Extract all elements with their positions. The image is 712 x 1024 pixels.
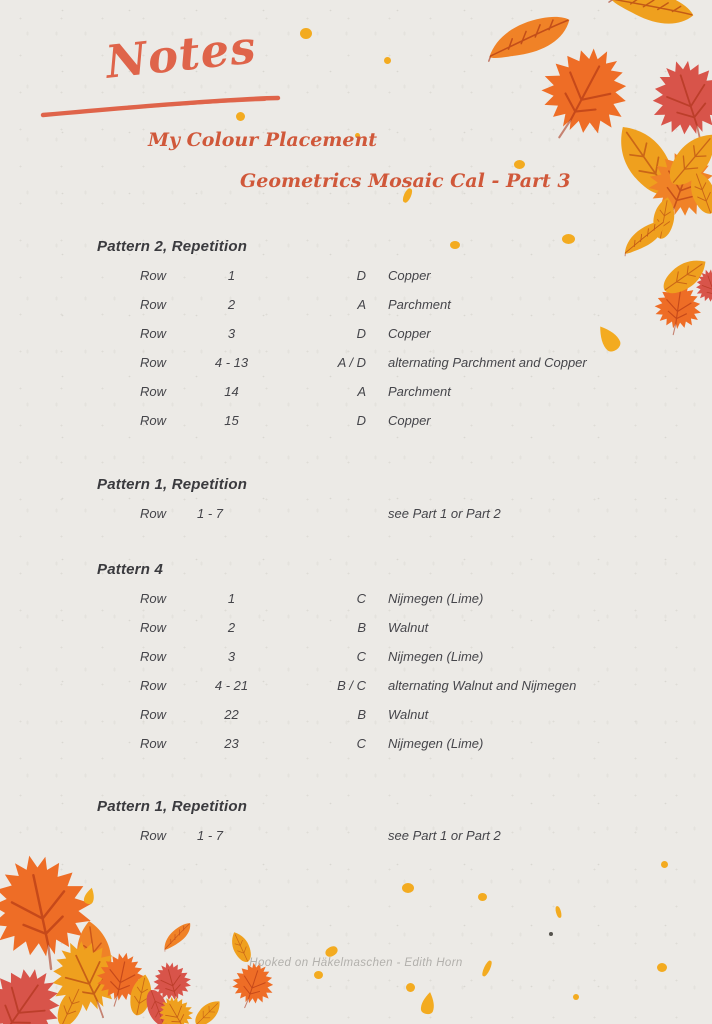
colour-letter: D: [356, 268, 366, 283]
row-number: 1: [227, 591, 236, 606]
speck-icon: [314, 971, 323, 979]
speck-icon: [573, 994, 579, 1000]
colour-name: see Part 1 or Part 2: [388, 828, 501, 843]
colour-letter: B / C: [337, 678, 366, 693]
subtitle-cal-part: Geometrics Mosaic Cal - Part 3: [240, 170, 571, 192]
section-pattern-4: [97, 561, 677, 758]
row-number: 1: [227, 268, 236, 283]
row-label: Row: [140, 297, 167, 312]
colour-name: Nijmegen (Lime): [388, 591, 484, 606]
row-label: Row: [140, 268, 167, 283]
colour-letter: B: [357, 620, 366, 635]
row-number: 1 - 7: [197, 506, 224, 521]
colour-name: Walnut: [388, 620, 429, 635]
section-heading: Pattern 4: [97, 561, 163, 578]
subtitle-colour-placement: My Colour Placement: [148, 129, 378, 151]
table-row: [97, 261, 677, 290]
row-label: Row: [140, 355, 167, 370]
speck-icon: [300, 28, 312, 39]
section-pattern-2: [97, 238, 677, 435]
colour-letter: C: [356, 736, 366, 751]
colour-name: Nijmegen (Lime): [388, 736, 484, 751]
table-row: [97, 700, 677, 729]
rows-table: [97, 261, 677, 435]
table-row: [97, 671, 677, 700]
table-row: [97, 319, 677, 348]
table-row: [97, 613, 677, 642]
table-row: [97, 729, 677, 758]
colour-name: Copper: [388, 326, 431, 341]
colour-letter: D: [356, 413, 366, 428]
row-number: 22: [224, 707, 239, 722]
table-row: [97, 290, 677, 319]
speck-icon: [402, 883, 414, 893]
colour-name: Parchment: [388, 384, 451, 399]
row-label: Row: [140, 326, 167, 341]
colour-letter: A / D: [337, 355, 366, 370]
speck-icon: [514, 160, 525, 169]
speck-icon: [406, 983, 415, 992]
rows-table: [97, 821, 677, 850]
underline-stroke-icon: [40, 92, 284, 120]
section-heading: Pattern 1, Repetition: [97, 476, 248, 493]
rows-table: [97, 584, 677, 758]
table-row: [97, 584, 677, 613]
row-number: 1 - 7: [197, 828, 224, 843]
speck-icon: [555, 906, 563, 919]
table-row: [97, 348, 677, 377]
row-label: Row: [140, 828, 167, 843]
speck-icon: [661, 861, 668, 868]
table-row: [97, 377, 677, 406]
row-label: Row: [140, 384, 167, 399]
row-label: Row: [140, 736, 167, 751]
speck-icon: [384, 57, 391, 64]
colour-letter: A: [357, 384, 366, 399]
speck-icon: [478, 893, 487, 901]
row-label: Row: [140, 413, 167, 428]
colour-name: alternating Parchment and Copper: [388, 355, 587, 370]
colour-name: Walnut: [388, 707, 429, 722]
colour-letter: C: [356, 591, 366, 606]
table-row: [97, 406, 677, 435]
row-number: 23: [224, 736, 239, 751]
row-label: Row: [140, 506, 167, 521]
row-label: Row: [140, 707, 167, 722]
row-number: 15: [224, 413, 239, 428]
row-number: 3: [227, 649, 236, 664]
row-number: 14: [224, 384, 239, 399]
colour-name: alternating Walnut and Nijmegen: [388, 678, 577, 693]
colour-name: Parchment: [388, 297, 451, 312]
drop-leaf-icon: [415, 987, 440, 1022]
row-number: 3: [227, 326, 236, 341]
page-title: Notes: [103, 20, 259, 89]
colour-letter: D: [356, 326, 366, 341]
row-number: 2: [227, 297, 236, 312]
section-heading: Pattern 1, Repetition: [97, 798, 248, 815]
row-label: Row: [140, 620, 167, 635]
long-leaf-icon: [606, 0, 699, 39]
rows-table: [97, 499, 677, 528]
speck-icon: [549, 932, 553, 936]
section-heading: Pattern 2, Repetition: [97, 238, 248, 255]
table-row: [97, 642, 677, 671]
section-pattern-1a: [97, 476, 677, 528]
colour-name: see Part 1 or Part 2: [388, 506, 501, 521]
colour-name: Copper: [388, 268, 431, 283]
row-number: 4 - 21: [214, 678, 249, 693]
footer-credit: Hooked on Häkelmaschen - Edith Horn: [249, 957, 463, 969]
row-number: 4 - 13: [214, 355, 249, 370]
colour-letter: C: [356, 649, 366, 664]
table-row: [97, 821, 677, 850]
colour-letter: B: [357, 707, 366, 722]
table-row: [97, 499, 677, 528]
colour-name: Copper: [388, 413, 431, 428]
section-pattern-1b: [97, 798, 677, 850]
row-label: Row: [140, 591, 167, 606]
long-leaf-icon: [157, 919, 197, 954]
row-label: Row: [140, 678, 167, 693]
colour-name: Nijmegen (Lime): [388, 649, 484, 664]
row-label: Row: [140, 649, 167, 664]
row-number: 2: [227, 620, 236, 635]
colour-letter: A: [357, 297, 366, 312]
